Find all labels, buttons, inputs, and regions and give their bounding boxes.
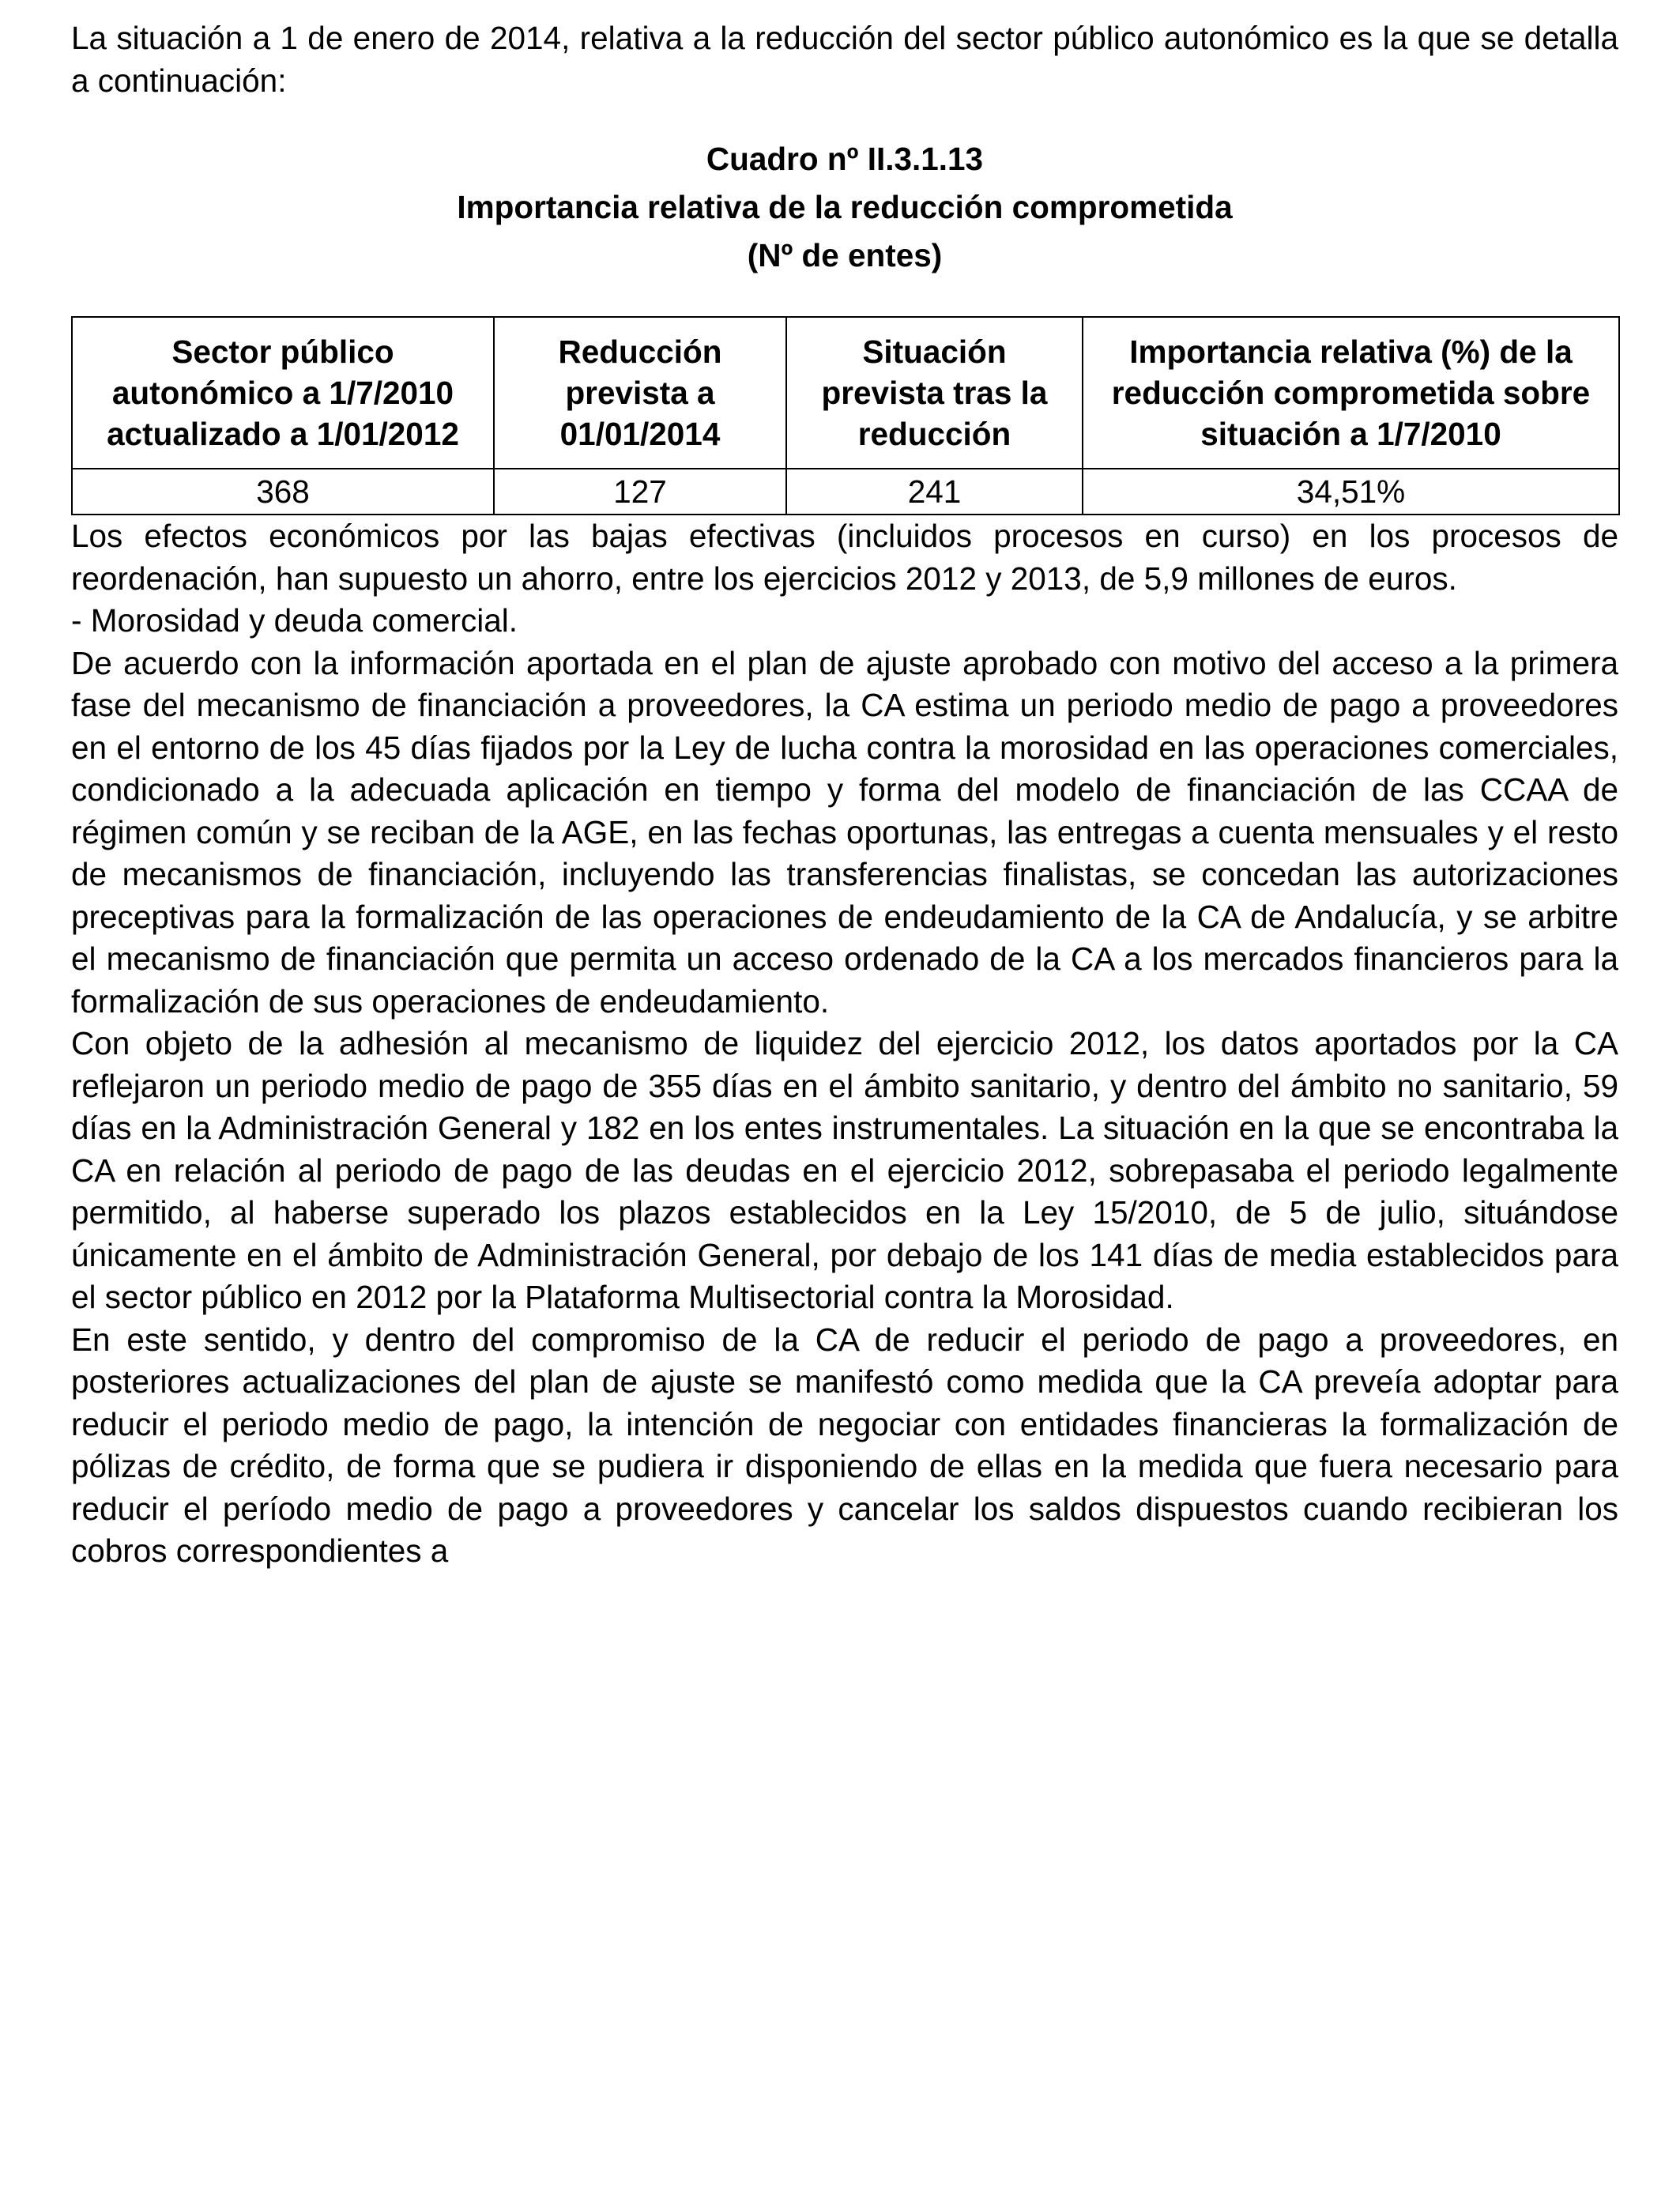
cell-sector-publico: 368	[72, 469, 494, 515]
header-sector-publico: Sector público autonómico a 1/7/2010 actualizado a 1/01/2012	[72, 317, 494, 469]
cell-importancia-relativa: 34,51%	[1083, 469, 1619, 515]
table-row	[72, 469, 1619, 515]
paragraph-compromiso-reduccion: En este sentido, y dentro del compromiso de la CA de reducir el periodo de pago a proveedores, en posteriores actualizaciones del plan de ajuste se manifestó como medida que la CA preveía adoptar para reducir el periodo medio de pago, la intención de negociar con entidades financieras la formalización de pólizas de crédito, de forma que se pudiera ir disponiendo de ellas en la medida que fuera necesario para reducir el período medio de pago a proveedores y cancelar los saldos dispuestos cuando recibieran los cobros correspondientes a	[71, 1321, 1618, 1569]
table-title: Importancia relativa de la reducción comprometida	[457, 189, 1233, 225]
paragraph-plan-de-ajuste: De acuerdo con la información aportada en el plan de ajuste aprobado con motivo del acceso a la primera fase del mecanismo de financiación a proveedores, la CA estima un periodo medio de pago a proveedores en el entorno de los 45 días fijados por la Ley de lucha contra la morosidad en las operaciones comerciales, condicionado a la adecuada aplicación en tiempo y forma del modelo de financiación de las CCAA de régimen común y se reciban de la AGE, en las fechas oportunas, las entregas a cuenta mensuales y el resto de mecanismos de financiación, incluyendo las transferencias finalistas, se concedan las autorizaciones preceptivas para la formalización de las operaciones de endeudamiento de la CA de Andalucía, y se arbitre el mecanismo de financiación que permita un acceso ordenado de la CA a los mercados financieros para la formalización de sus operaciones de endeudamiento.	[71, 644, 1618, 1020]
header-reduccion-prevista: Reducción prevista a 01/01/2014	[494, 317, 786, 469]
table-number: Cuadro nº II.3.1.13	[706, 141, 984, 177]
header-importancia-relativa: Importancia relativa (%) de la reducción comprometida sobre situación a 1/7/2010	[1083, 317, 1619, 469]
table-header-row	[72, 317, 1619, 469]
paragraph-mecanismo-liquidez: Con objeto de la adhesión al mecanismo de liquidez del ejercicio 2012, los datos aportados por la CA reflejaron un periodo medio de pago de 355 días en el ámbito sanitario, y dentro del ámbito no sanitario, 59 días en la Administración General y 182 en los entes instrumentales. La situación en la que se encontraba la CA en relación al periodo de pago de las deudas en el ejercicio 2012, sobrepasaba el periodo legalmente permitido, al haberse superado los plazos establecidos en la Ley 15/2010, de 5 de julio, situándose únicamente en el ámbito de Administración General, por debajo de los 141 días de media establecidos para el sector público en 2012 por la Plataforma Multisectorial contra la Morosidad.	[71, 1025, 1618, 1315]
paragraph-efectos-economicos: Los efectos económicos por las bajas efectivas (incluidos procesos en curso) en los procesos de reordenación, han supuesto un ahorro, entre los ejercicios 2012 y 2013, de 5,9 millones de euros.	[71, 518, 1618, 597]
cell-reduccion-prevista: 127	[494, 469, 786, 515]
reduction-table	[71, 316, 1620, 515]
cell-situacion-prevista: 241	[786, 469, 1083, 515]
document-page	[71, 17, 1618, 1573]
intro-paragraph: La situación a 1 de enero de 2014, relativa a la reducción del sector público autonómico es la que se detalla a continuación:	[71, 20, 1618, 99]
section-heading-morosidad: - Morosidad y deuda comercial.	[71, 602, 518, 639]
header-situacion-prevista: Situación prevista tras la reducción	[786, 317, 1083, 469]
table-unit: (Nº de entes)	[747, 237, 943, 273]
